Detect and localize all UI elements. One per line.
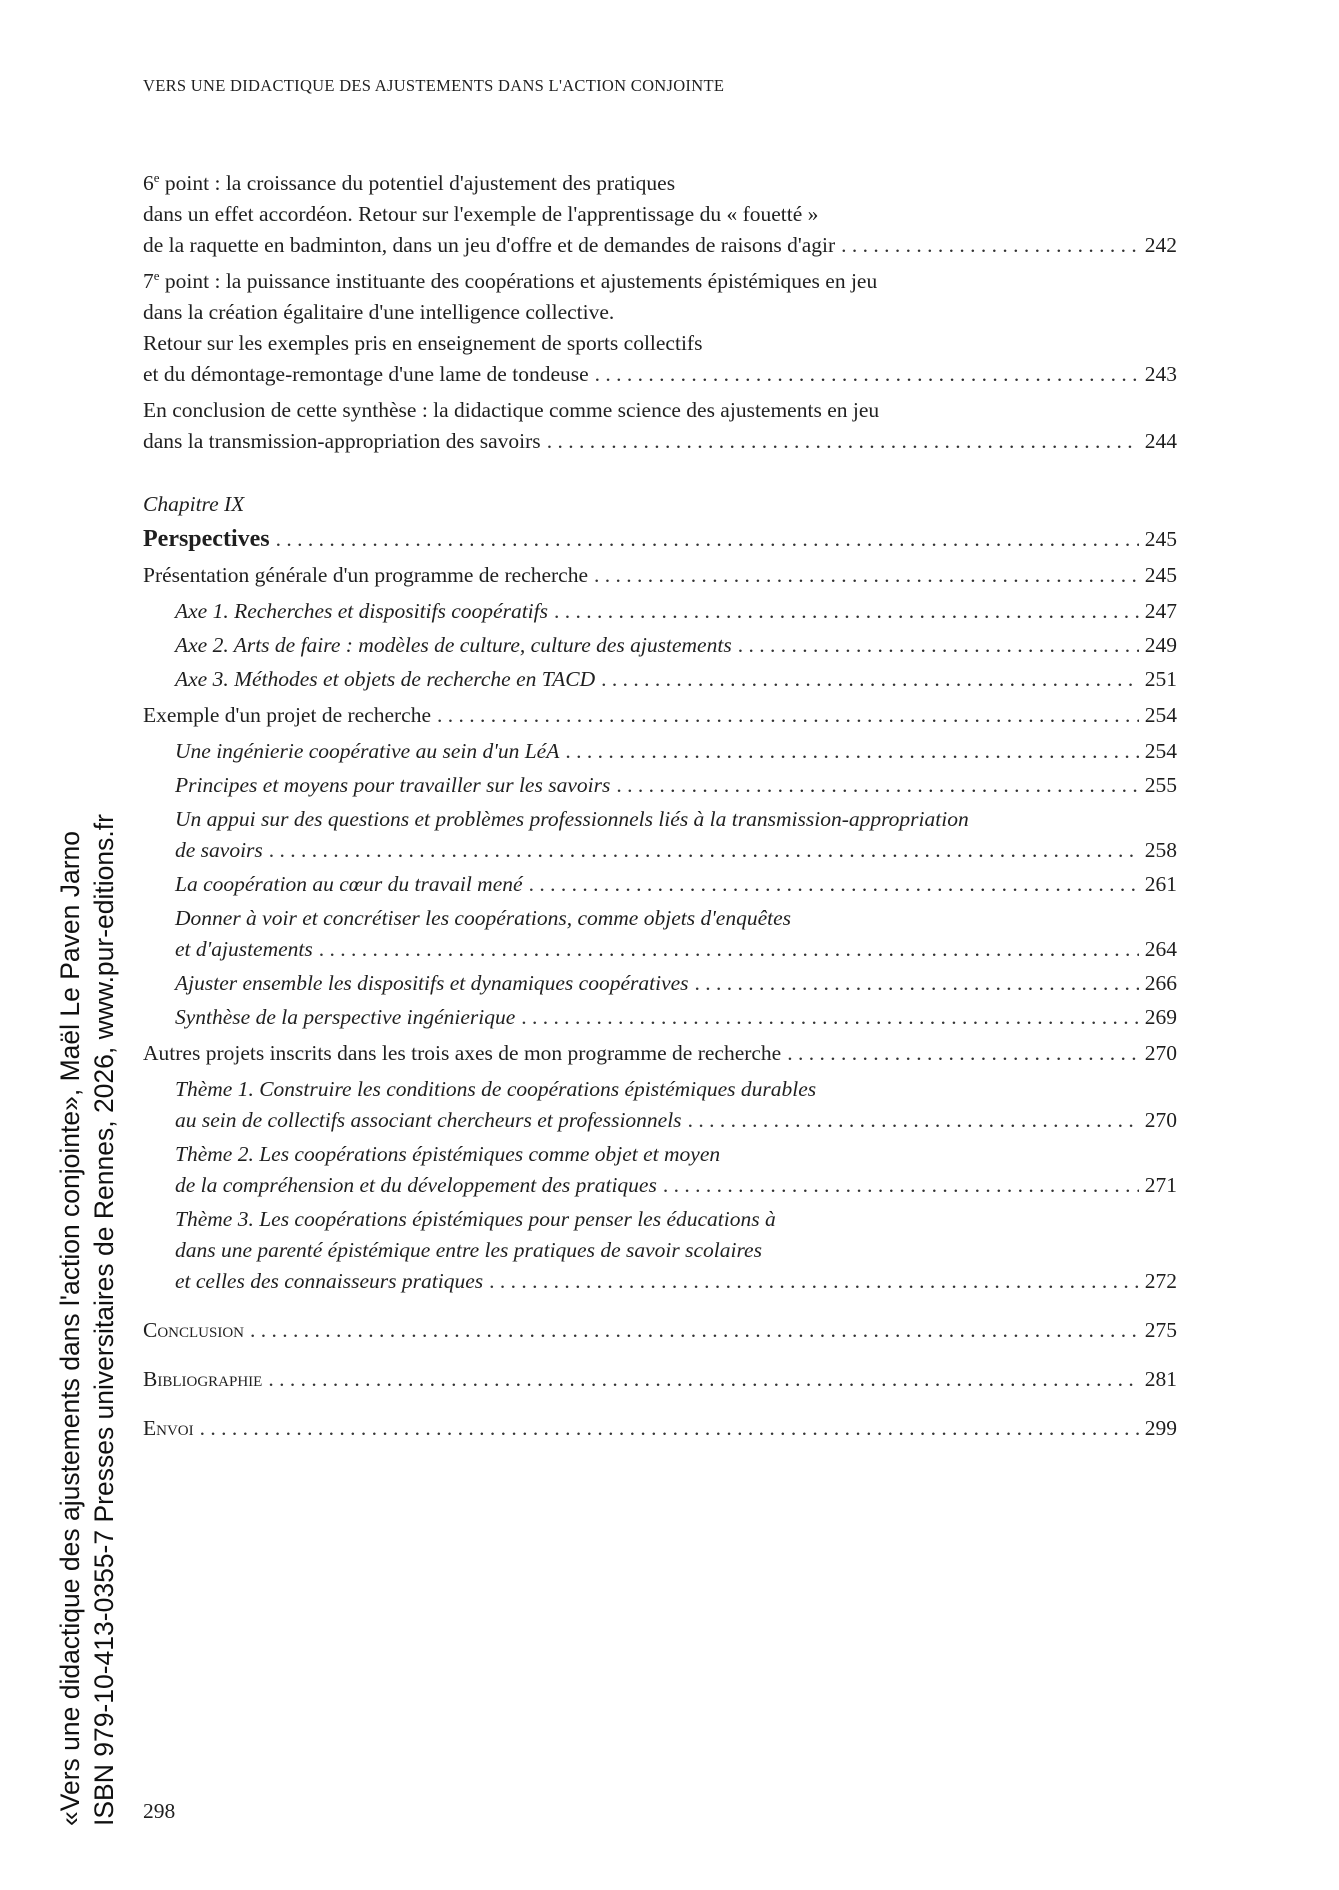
dot-leader xyxy=(841,230,1139,261)
subentry-title: Axe 2. Arts de faire : modèles de culture, culture des ajustements xyxy=(175,633,732,657)
toc-entry-text: dans la création égalitaire d'une intelligence collective. xyxy=(143,300,615,324)
section-title: Autres projets inscrits dans les trois axes de mon programme de recherche xyxy=(143,1041,782,1065)
subentry-title: Axe 1. Recherches et dispositifs coopératifs xyxy=(175,599,548,623)
toc-line xyxy=(143,770,1177,801)
toc-line xyxy=(143,1074,1177,1105)
subentry-title: Thème 1. Construire les conditions de coopérations épistémiques durables xyxy=(175,1077,817,1101)
toc-line xyxy=(143,1204,1177,1235)
toc-subentry xyxy=(143,770,1177,801)
dot-leader xyxy=(787,1038,1139,1069)
toc-entry-text: point : la croissance du potentiel d'ajustement des pratiques xyxy=(159,171,676,195)
toc-line xyxy=(143,230,1177,261)
subentry-title: de la compréhension et du développement des pratiques xyxy=(175,1173,657,1197)
subentry-title: La coopération au cœur du travail mené xyxy=(175,872,523,896)
subentry-title: Donner à voir et concrétiser les coopérations, comme objets d'enquêtes xyxy=(175,906,792,930)
toc-entry-text: dans un effet accordéon. Retour sur l'exemple de l'apprentissage du « fouetté » xyxy=(143,202,819,226)
toc-line xyxy=(143,804,1177,835)
toc-line xyxy=(143,1413,1177,1444)
toc-line xyxy=(143,1170,1177,1201)
toc-line xyxy=(143,968,1177,999)
toc-entry-text: et du démontage-remontage d'une lame de tondeuse xyxy=(143,362,589,386)
toc-entry-text: point : la puissance instituante des coopérations et ajustements épistémiques en jeu xyxy=(159,269,878,293)
dot-leader xyxy=(738,630,1139,661)
toc-line xyxy=(143,297,1177,328)
page-number: 258 xyxy=(1144,838,1177,862)
toc-subentry xyxy=(143,736,1177,767)
toc-line xyxy=(143,328,1177,359)
page-number: 245 xyxy=(1144,563,1177,587)
subentry-title: Un appui sur des questions et problèmes professionnels liés à la transmission-appropriation xyxy=(175,807,969,831)
dot-leader xyxy=(276,524,1139,555)
page-number: 254 xyxy=(1144,739,1177,763)
toc-subentry xyxy=(143,664,1177,695)
toc-line xyxy=(143,524,1177,555)
subentry-title: Ajuster ensemble les dispositifs et dynamiques coopératives xyxy=(175,971,689,995)
page-number: 243 xyxy=(1144,362,1177,386)
toc-line xyxy=(143,700,1177,731)
toc-line xyxy=(143,1364,1177,1395)
toc-line xyxy=(143,1038,1177,1069)
section-title: Présentation générale d'un programme de recherche xyxy=(143,563,589,587)
page-number: 269 xyxy=(1144,1005,1177,1029)
toc-line xyxy=(143,199,1177,230)
subentry-title: de savoirs xyxy=(175,838,263,862)
back-matter-title: Envoi xyxy=(143,1416,194,1440)
subentry-title: Synthèse de la perspective ingénierique xyxy=(175,1005,516,1029)
toc-subentry xyxy=(143,869,1177,900)
chapter-title-entry xyxy=(143,524,1177,555)
page-number: 247 xyxy=(1144,599,1177,623)
toc-subentry xyxy=(143,968,1177,999)
toc-line xyxy=(143,903,1177,934)
toc-entry-text: Retour sur les exemples pris en enseignement de sports collectifs xyxy=(143,331,703,355)
subentry-title: et celles des connaisseurs pratiques xyxy=(175,1269,484,1293)
page-number: 272 xyxy=(1144,1269,1177,1293)
toc-subentry xyxy=(143,903,1177,965)
dot-leader xyxy=(250,1315,1139,1346)
ordinal-superscript: e xyxy=(153,169,160,185)
toc-line xyxy=(143,664,1177,695)
toc-entry-text: de la raquette en badminton, dans un jeu d'offre et de demandes de raisons d'agir xyxy=(143,233,836,257)
toc-line xyxy=(143,359,1177,390)
dot-leader xyxy=(529,869,1139,900)
page-number: 270 xyxy=(1144,1108,1177,1132)
page-number: 254 xyxy=(1144,703,1177,727)
toc-entry-text: En conclusion de cette synthèse : la didactique comme science des ajustements en jeu xyxy=(143,398,880,422)
side-note-line: «Vers une didactique des ajustements dans l'action conjointe», Maël Le Paven Jarno xyxy=(55,830,85,1826)
toc-section xyxy=(143,700,1177,731)
dot-leader xyxy=(269,835,1139,866)
toc-subentry xyxy=(143,1074,1177,1136)
toc-back-matter xyxy=(143,1364,1177,1395)
toc-line xyxy=(143,560,1177,591)
toc-entry xyxy=(143,168,1177,261)
toc-section xyxy=(143,1038,1177,1069)
subentry-title: au sein de collectifs associant chercheurs et professionnels xyxy=(175,1108,682,1132)
toc-line xyxy=(143,266,1177,297)
toc-line xyxy=(143,869,1177,900)
toc-back-matter xyxy=(143,1413,1177,1444)
dot-leader xyxy=(663,1170,1139,1201)
point-number: 7 xyxy=(143,269,154,293)
dot-leader xyxy=(319,934,1139,965)
page-number: 271 xyxy=(1144,1173,1177,1197)
dot-leader xyxy=(601,664,1139,695)
toc-back-matter xyxy=(143,1315,1177,1346)
toc-entry xyxy=(143,266,1177,390)
toc-subentry xyxy=(143,1002,1177,1033)
page-number: 266 xyxy=(1144,971,1177,995)
dot-leader xyxy=(595,359,1139,390)
page-number: 275 xyxy=(1144,1318,1177,1342)
dot-leader xyxy=(489,1266,1139,1297)
subentry-title: Thème 2. Les coopérations épistémiques comme objet et moyen xyxy=(175,1142,721,1166)
page-number: 251 xyxy=(1144,667,1177,691)
toc-entry xyxy=(143,395,1177,457)
dot-leader xyxy=(200,1413,1139,1444)
dot-leader xyxy=(437,700,1139,731)
dot-leader xyxy=(268,1364,1138,1395)
toc-subentry xyxy=(143,804,1177,866)
toc-section xyxy=(143,560,1177,591)
back-matter-title: Bibliographie xyxy=(143,1367,263,1391)
toc-line xyxy=(143,1139,1177,1170)
toc-line xyxy=(143,934,1177,965)
page-number: 242 xyxy=(1144,233,1177,257)
dot-leader xyxy=(616,770,1138,801)
page-number: 281 xyxy=(1144,1367,1177,1391)
page-number: 255 xyxy=(1144,773,1177,797)
toc-line xyxy=(143,1266,1177,1297)
side-note-line: ISBN 979-10-413-0355-7 Presses universitaires de Rennes, 2026, www.pur-editions.fr xyxy=(89,814,119,1826)
toc-line xyxy=(143,1235,1177,1266)
toc-subentry xyxy=(143,630,1177,661)
toc-line xyxy=(143,426,1177,457)
ordinal-superscript: e xyxy=(153,267,160,283)
toc-subentry xyxy=(143,596,1177,627)
chapter-label: Chapitre IX xyxy=(143,492,245,516)
subentry-title: Principes et moyens pour travailler sur les savoirs xyxy=(175,773,611,797)
dot-leader xyxy=(521,1002,1138,1033)
dot-leader xyxy=(688,1105,1139,1136)
toc-line xyxy=(143,630,1177,661)
point-number: 6 xyxy=(143,171,154,195)
table-of-contents xyxy=(143,168,1177,1444)
page-number: 270 xyxy=(1144,1041,1177,1065)
dot-leader xyxy=(547,426,1139,457)
toc-line xyxy=(143,1002,1177,1033)
subentry-title: Axe 3. Méthodes et objets de recherche en TACD xyxy=(175,667,596,691)
copyright-side-note xyxy=(53,814,133,1826)
dot-leader xyxy=(554,596,1139,627)
page-number: 244 xyxy=(1144,429,1177,453)
dot-leader xyxy=(695,968,1139,999)
dot-leader xyxy=(594,560,1139,591)
page-number: 261 xyxy=(1144,872,1177,896)
page-number: 264 xyxy=(1144,937,1177,961)
page-number: 245 xyxy=(1144,527,1177,551)
subentry-title: dans une parenté épistémique entre les pratiques de savoir scolaires xyxy=(175,1238,762,1262)
toc-subentry xyxy=(143,1204,1177,1297)
toc-entry-text: dans la transmission-appropriation des savoirs xyxy=(143,429,541,453)
running-head: VERS UNE DIDACTIQUE DES AJUSTEMENTS DANS L'ACTION CONJOINTE xyxy=(143,76,725,95)
toc-line xyxy=(143,1315,1177,1346)
chapter-title: Perspectives xyxy=(143,526,270,552)
page-number: 299 xyxy=(1144,1416,1177,1440)
toc-subentry xyxy=(143,1139,1177,1201)
section-title: Exemple d'un projet de recherche xyxy=(143,703,432,727)
back-matter-title: Conclusion xyxy=(143,1318,245,1342)
subentry-title: et d'ajustements xyxy=(175,937,313,961)
subentry-title: Thème 3. Les coopérations épistémiques pour penser les éducations à xyxy=(175,1207,776,1231)
subentry-title: Une ingénierie coopérative au sein d'un LéA xyxy=(175,739,560,763)
toc-line xyxy=(143,736,1177,767)
toc-line xyxy=(143,168,1177,199)
toc-line xyxy=(143,596,1177,627)
dot-leader xyxy=(565,736,1138,767)
toc-line xyxy=(143,395,1177,426)
toc-line xyxy=(143,835,1177,866)
page-folio: 298 xyxy=(143,1799,176,1823)
toc-line xyxy=(143,1105,1177,1136)
page-number: 249 xyxy=(1144,633,1177,657)
